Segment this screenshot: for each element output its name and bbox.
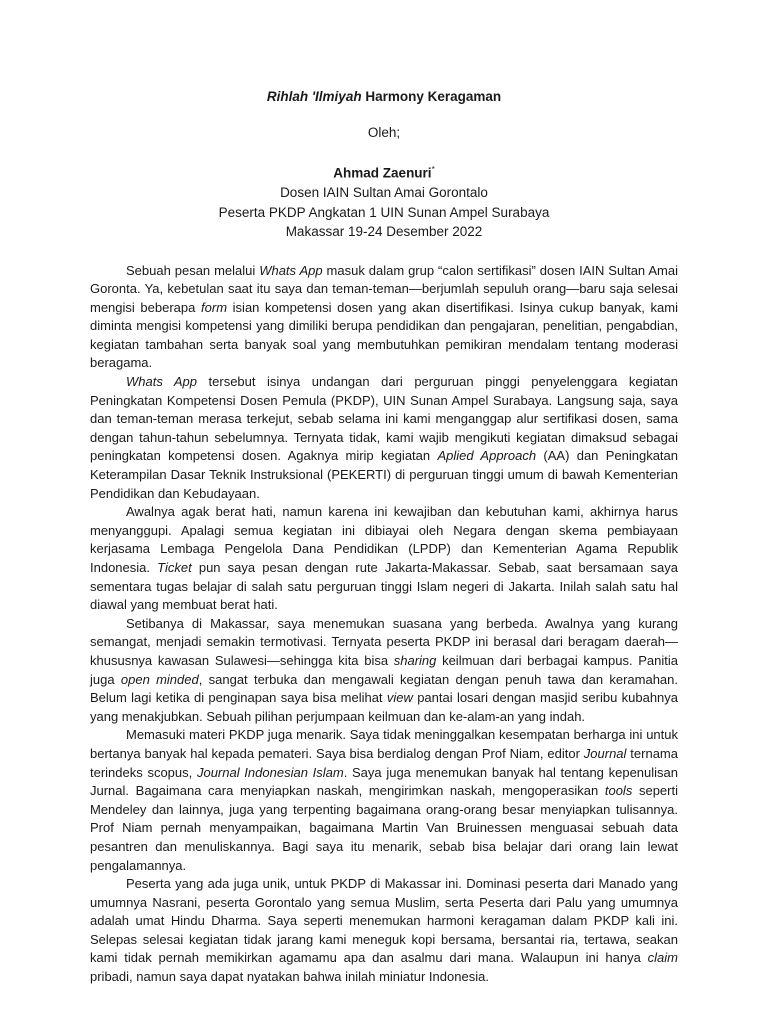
body-paragraph	[90, 503, 678, 615]
title-rest: Harmony Keragaman	[361, 89, 502, 104]
italic-term: Journal	[583, 745, 627, 761]
text-run: Peserta yang ada juga unik, untuk PKDP di Makassar ini. Dominasi peserta dari Manado yang umumnya Nasrani, peserta Gorontalo yang semua Muslim, serta Peserta dari Palu yang umumnya adalah umat Hindu Dharma. Saya seperti menemukan harmoni keragaman dalam PKDP kali ini. Selepas selesai kegiatan tidak jarang kami meneguk kopi bersama, bersantai ria, tertawa, seakan kami tidak pernah memikirkan agamamu apa dan asalmu dari mana. Walaupun ini hanya	[90, 876, 678, 966]
text-run: keilmuan dari berbagai kampus. Panitia juga	[90, 652, 678, 687]
body-paragraph	[90, 726, 678, 875]
document-page	[90, 88, 678, 987]
text-run: Awalnya agak berat hati, namun karena ini kewajiban dan kebutuhan kami, akhirnya harus menyanggupi. Apalagi semua kegiatan ini dibiayai oleh Negara dengan skema pembiayaan kerjasama Lembaga Pengelola Dana Pendidikan (LPDP) dan Kementerian Agama Republik Indonesia.	[90, 504, 678, 575]
italic-term: Whats App	[126, 374, 198, 390]
author-block	[90, 160, 678, 242]
author-footnote-mark: *	[431, 165, 435, 174]
body-paragraph	[90, 875, 678, 987]
by-label: Oleh;	[367, 125, 401, 140]
italic-term: sharing	[393, 652, 437, 668]
text-run: seperti Mendeley dan lainnya, juga yang terpenting bagaimana orang-orang besar menyiapkan tulisannya. Prof Niam pernah menyampaikan, bagaimana Martin Van Bruinessen menguasai sebuah data pesantren dan menuliskannya. Bagi saya itu menarik, sebab bisa belajar dari orang lain lewat pengalamannya.	[90, 783, 678, 873]
text-run: , sangat terbuka dan mengawali kegiatan dengan penuh tawa dan keramahan. Belum lagi ketika di penginapan saya bisa melihat	[90, 671, 678, 706]
author-affiliation: Dosen IAIN Sultan Amai Gorontalo	[280, 185, 488, 200]
italic-term: open minded	[120, 671, 199, 687]
text-run: Setibanya di Makassar, saya menemukan suasana yang berbeda. Awalnya yang kurang semangat, menjadi semakin termotivasi. Ternyata peserta PKDP ini berasal dari beragam daerah—khususnya kawasan Sulawesi—sehingga kita bisa	[90, 615, 678, 668]
author-name-line	[90, 160, 678, 183]
text-run: Sebuah pesan melalui	[126, 262, 260, 278]
italic-term: claim	[647, 950, 678, 966]
text-run: pun saya pesan dengan rute Jakarta-Makassar. Sebab, saat bersamaan saya sementara tugas belajar di salah satu perguruan tinggi Islam negeri di Jakarta. Inilah salah satu hal diawal yang membuat berat hati.	[90, 560, 678, 613]
text-run: masuk dalam grup “calon sertifikasi” dosen IAIN Sultan Amai Goronta. Ya, kebetulan saat itu saya dan teman-teman—berjumlah sepuluh orang—baru saja selesai mengisi beberapa	[90, 262, 678, 315]
italic-term: Journal Indonesian Islam	[196, 764, 344, 780]
body-paragraph	[90, 262, 678, 374]
text-run: isian kompetensi dosen yang akan disertifikasi. Isinya cukup banyak, kami diminta mengisi kompetensi yang dimiliki berupa pendidikan dan pengajaran, penelitian, pengabdian, kegiatan tambahan serta banyak soal yang membutuhkan pemikiran mendalam tentang moderasi beragama.	[90, 299, 679, 371]
author-name: Ahmad Zaenuri	[333, 165, 432, 181]
italic-term: Ticket	[157, 560, 192, 575]
text-run: (AA) dan Peningkatan Keterampilan Dasar Teknik Instruksional (PEKERTI) di perguruan tinggi umum di bawah Kementerian Pendidikan dan Kebudayaan.	[90, 448, 678, 501]
text-run: ternama terindeks scopus,	[90, 745, 678, 780]
title-italic-part: Rihlah 'Ilmiyah	[266, 89, 362, 104]
document-title	[90, 88, 678, 106]
text-run: tersebut isinya undangan dari perguruan pinggi penyelenggara kegiatan Peningkatan Kompetensi Dosen Pemula (PKDP), UIN Sunan Ampel Surabaya. Langsung saja, saya dan teman-teman merasa terkejut, sebab selama ini kami menganggap alur sertifikasi dosen, sama dengan tahun-tahun sebelumnya. Ternyata tidak, kami wajib mengikuti kegiatan dimaksud sebagai peningkatan kompetensi dosen. Agaknya mirip kegiatan	[90, 374, 678, 464]
italic-term: tools	[604, 783, 633, 799]
text-run: pribadi, namun saya dapat nyatakan bahwa inilah miniatur Indonesia.	[90, 969, 489, 985]
italic-term: Aplied Approach	[437, 448, 537, 464]
body-text	[90, 262, 678, 987]
italic-term: Whats App	[259, 262, 323, 278]
italic-term: view	[386, 690, 413, 706]
author-program: Peserta PKDP Angkatan 1 UIN Sunan Ampel Surabaya	[218, 204, 550, 220]
italic-term: form	[201, 299, 228, 315]
text-run: Memasuki materi PKDP juga menarik. Saya tidak meninggalkan kesempatan berharga ini untuk bertanya banyak hal kepada pemateri. Saya bisa berdialog dengan Prof Niam, editor	[90, 727, 678, 761]
text-run: pantai losari dengan masjid seribu kubahnya yang menakjubkan. Sebuah pilihan perjumpaan keilmuan dan ke-alam-an yang indah.	[90, 690, 679, 724]
body-paragraph	[90, 615, 678, 727]
author-place-date: Makassar 19-24 Desember 2022	[285, 224, 483, 239]
text-run: . Saya juga menemukan banyak hal tentang kepenulisan Jurnal. Bagaimana cara menyiapkan naskah, mengirimkan naskah, mengoperasikan	[90, 764, 679, 799]
body-paragraph	[90, 373, 678, 503]
